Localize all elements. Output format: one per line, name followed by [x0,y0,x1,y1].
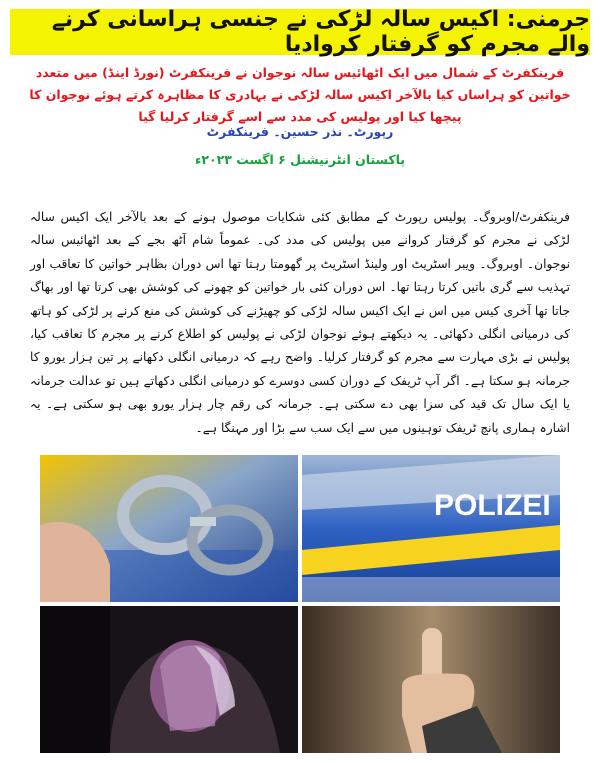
polizei-label: POLIZEI [434,489,551,522]
headline-banner [10,9,590,55]
distressed-woman-image [40,606,298,753]
police-car-photo [302,455,560,602]
headline-text: جرمنی: اکیس سالہ لڑکی نے جنسی ہراسانی کرنے والے مجرم کو گرفتار کروادیا [51,7,590,57]
middle-finger-photo [302,606,560,753]
police-car-image [302,455,560,602]
handcuffs-photo [40,455,298,602]
article-body: فرینکفرٹ/اوبروگ۔ پولیس رپورٹ کے مطابق کئی شکایات موصول ہونے کے بعد بالآخر ایک اکیس سالہ لڑکی نے مجرم کو گرفتار کروانے میں پولیس کی مدد کی۔ عموماً شام آٹھ بجے کے بعد اٹھائیس سالہ نوجوان۔ اوبروگ۔ ویبر اسٹریٹ اور ولینڈ اسٹریٹ پر گھومتا رہتا تھا اس دوران بظاہر خواتین کا تعاقب اور تہذیب سے گری باتیں کرتا رہتا تھا۔ اس دوران کئی بار خواتین کو چھونے کی کوشش بھی کرتا تھا اور بھاگ جاتا تھا آخری کیس میں اس نے ایک اکیس سالہ لڑکی کو چھیڑنے کی کوشش کی منع کرنے پر لڑکی کو ہاتھ کی درمیانی انگلی دکھائی۔ یہ دیکھتے ہوئے نوجوان لڑکی نے پولیس کو اطلاع کرنے پر مجرم کا تعاقب کیا، پولیس نے بڑی مہارت سے مجرم کو گرفتار کرلیا۔ واضح رہے کہ درمیانی انگلی دکھانے پر تین ہزار یورو کا جرمانہ ہو سکتا ہے۔ اگر آپ ٹریفک کے دوران کسی دوسرے کو درمیانی انگلی دکھاتے ہیں تو عدالت جرمانہ یا ایک سال تک قید کی سزا بھی دے سکتی ہے۔ جرمانہ کی رقم چار ہزار یورو بھی ہو سکتی ہے۔ یہ اشارہ ہماری پانچ ٹریفک توہینوں میں سے ایک سب سے بڑا اور مہنگا ہے۔ [30,210,570,435]
handcuffs-image [40,455,298,602]
middle-finger-image [302,606,560,753]
lead-paragraph: فرینکفرٹ کے شمال میں ایک اٹھائیس سالہ نوجوان نے فرینکفرٹ (نورڈ اینڈ) میں متعدد خواتین کو ہراساں کیا بالآخر اکیس سالہ لڑکی نے بہادری کا مظاہرہ کرتے ہوئے نوجوان کا پیچھا کیا اور پولیس کی مدد سے اسے گرفتار کرلیا گیا [29,65,571,124]
distressed-woman-photo [40,606,298,753]
publication-date: پاکستان انٹرنیشنل ۶ اگست ۲۰۲۳ء [195,152,405,167]
photo-grid [40,455,560,753]
reporter-byline: رپورٹ۔ نذر حسین۔ فرینکفرٹ [206,124,394,139]
